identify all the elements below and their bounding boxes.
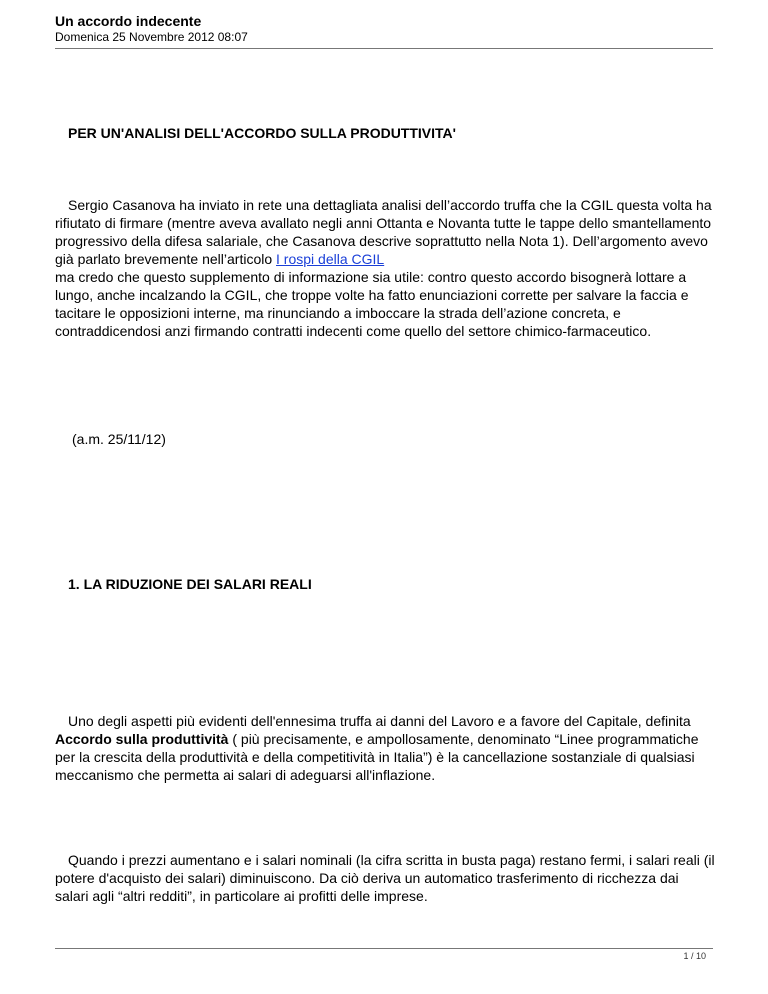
article-title: PER UN'ANALISI DELL'ACCORDO SULLA PRODUTTIVITA' (68, 125, 456, 141)
paragraph-1-text-a: Uno degli aspetti più evidenti dell'ennesima truffa ai danni del Lavoro e a favore del Capitale, definita (68, 713, 691, 729)
intro-text-1: Sergio Casanova ha inviato in rete una dettagliata analisi dell’accordo truffa che la CGIL questa volta ha rifiutato di firmare (mentre aveva avallato negli anni Ottanta e Novanta tutte le tappe dello smantellamento progressivo della difesa salariale, che Casanova descrive soprattutto nella Nota 1). Dell’argomento avevo già parlato brevemente nell’articolo (55, 197, 712, 267)
intro-text-2: ma credo che questo supplemento di informazione sia utile: contro questo accordo bisognerà lottare a lungo, anche incalzando la CGIL, che troppe volte ha fatto enunciazioni corrette per salvare la faccia e tacitare le opposizioni interne, ma rinunciando a imboccare la strada dell’azione concreta, e contraddicendosi anzi firmando contratti indecenti come quello del settore chimico-farmaceutico. (55, 269, 689, 339)
rospi-cgil-link[interactable]: I rospi della CGIL (276, 251, 385, 267)
paragraph-2 (55, 851, 715, 905)
document-title: Un accordo indecente (55, 13, 202, 29)
paragraph-1-text-b: ( più precisamente, e ampollosamente, denominato “Linee programmatiche per la crescita della produttività e della competitività in Italia”) è la cancellazione sostanziale di qualsiasi meccanismo che permetta ai salari di adeguarsi all'inflazione. (55, 731, 699, 783)
document-header (55, 12, 713, 45)
paragraph-1 (55, 712, 715, 784)
document-date: Domenica 25 Novembre 2012 08:07 (55, 30, 248, 44)
header-divider (55, 48, 713, 49)
page-number: 1 / 10 (683, 951, 706, 961)
section-1-title: 1. LA RIDUZIONE DEI SALARI REALI (68, 576, 312, 592)
paragraph-2-text: Quando i prezzi aumentano e i salari nominali (la cifra scritta in busta paga) restano fermi, i salari reali (il potere d'acquisto dei salari) diminuiscono. Da ciò deriva un automatico trasferimento di ricchezza dai salari agli “altri redditi”, in particolare ai profitti delle imprese. (55, 852, 715, 904)
footer-divider (55, 948, 713, 949)
signature: (a.m. 25/11/12) (72, 431, 166, 447)
intro-paragraph (55, 196, 715, 340)
paragraph-1-bold: Accordo sulla produttività (55, 731, 229, 747)
